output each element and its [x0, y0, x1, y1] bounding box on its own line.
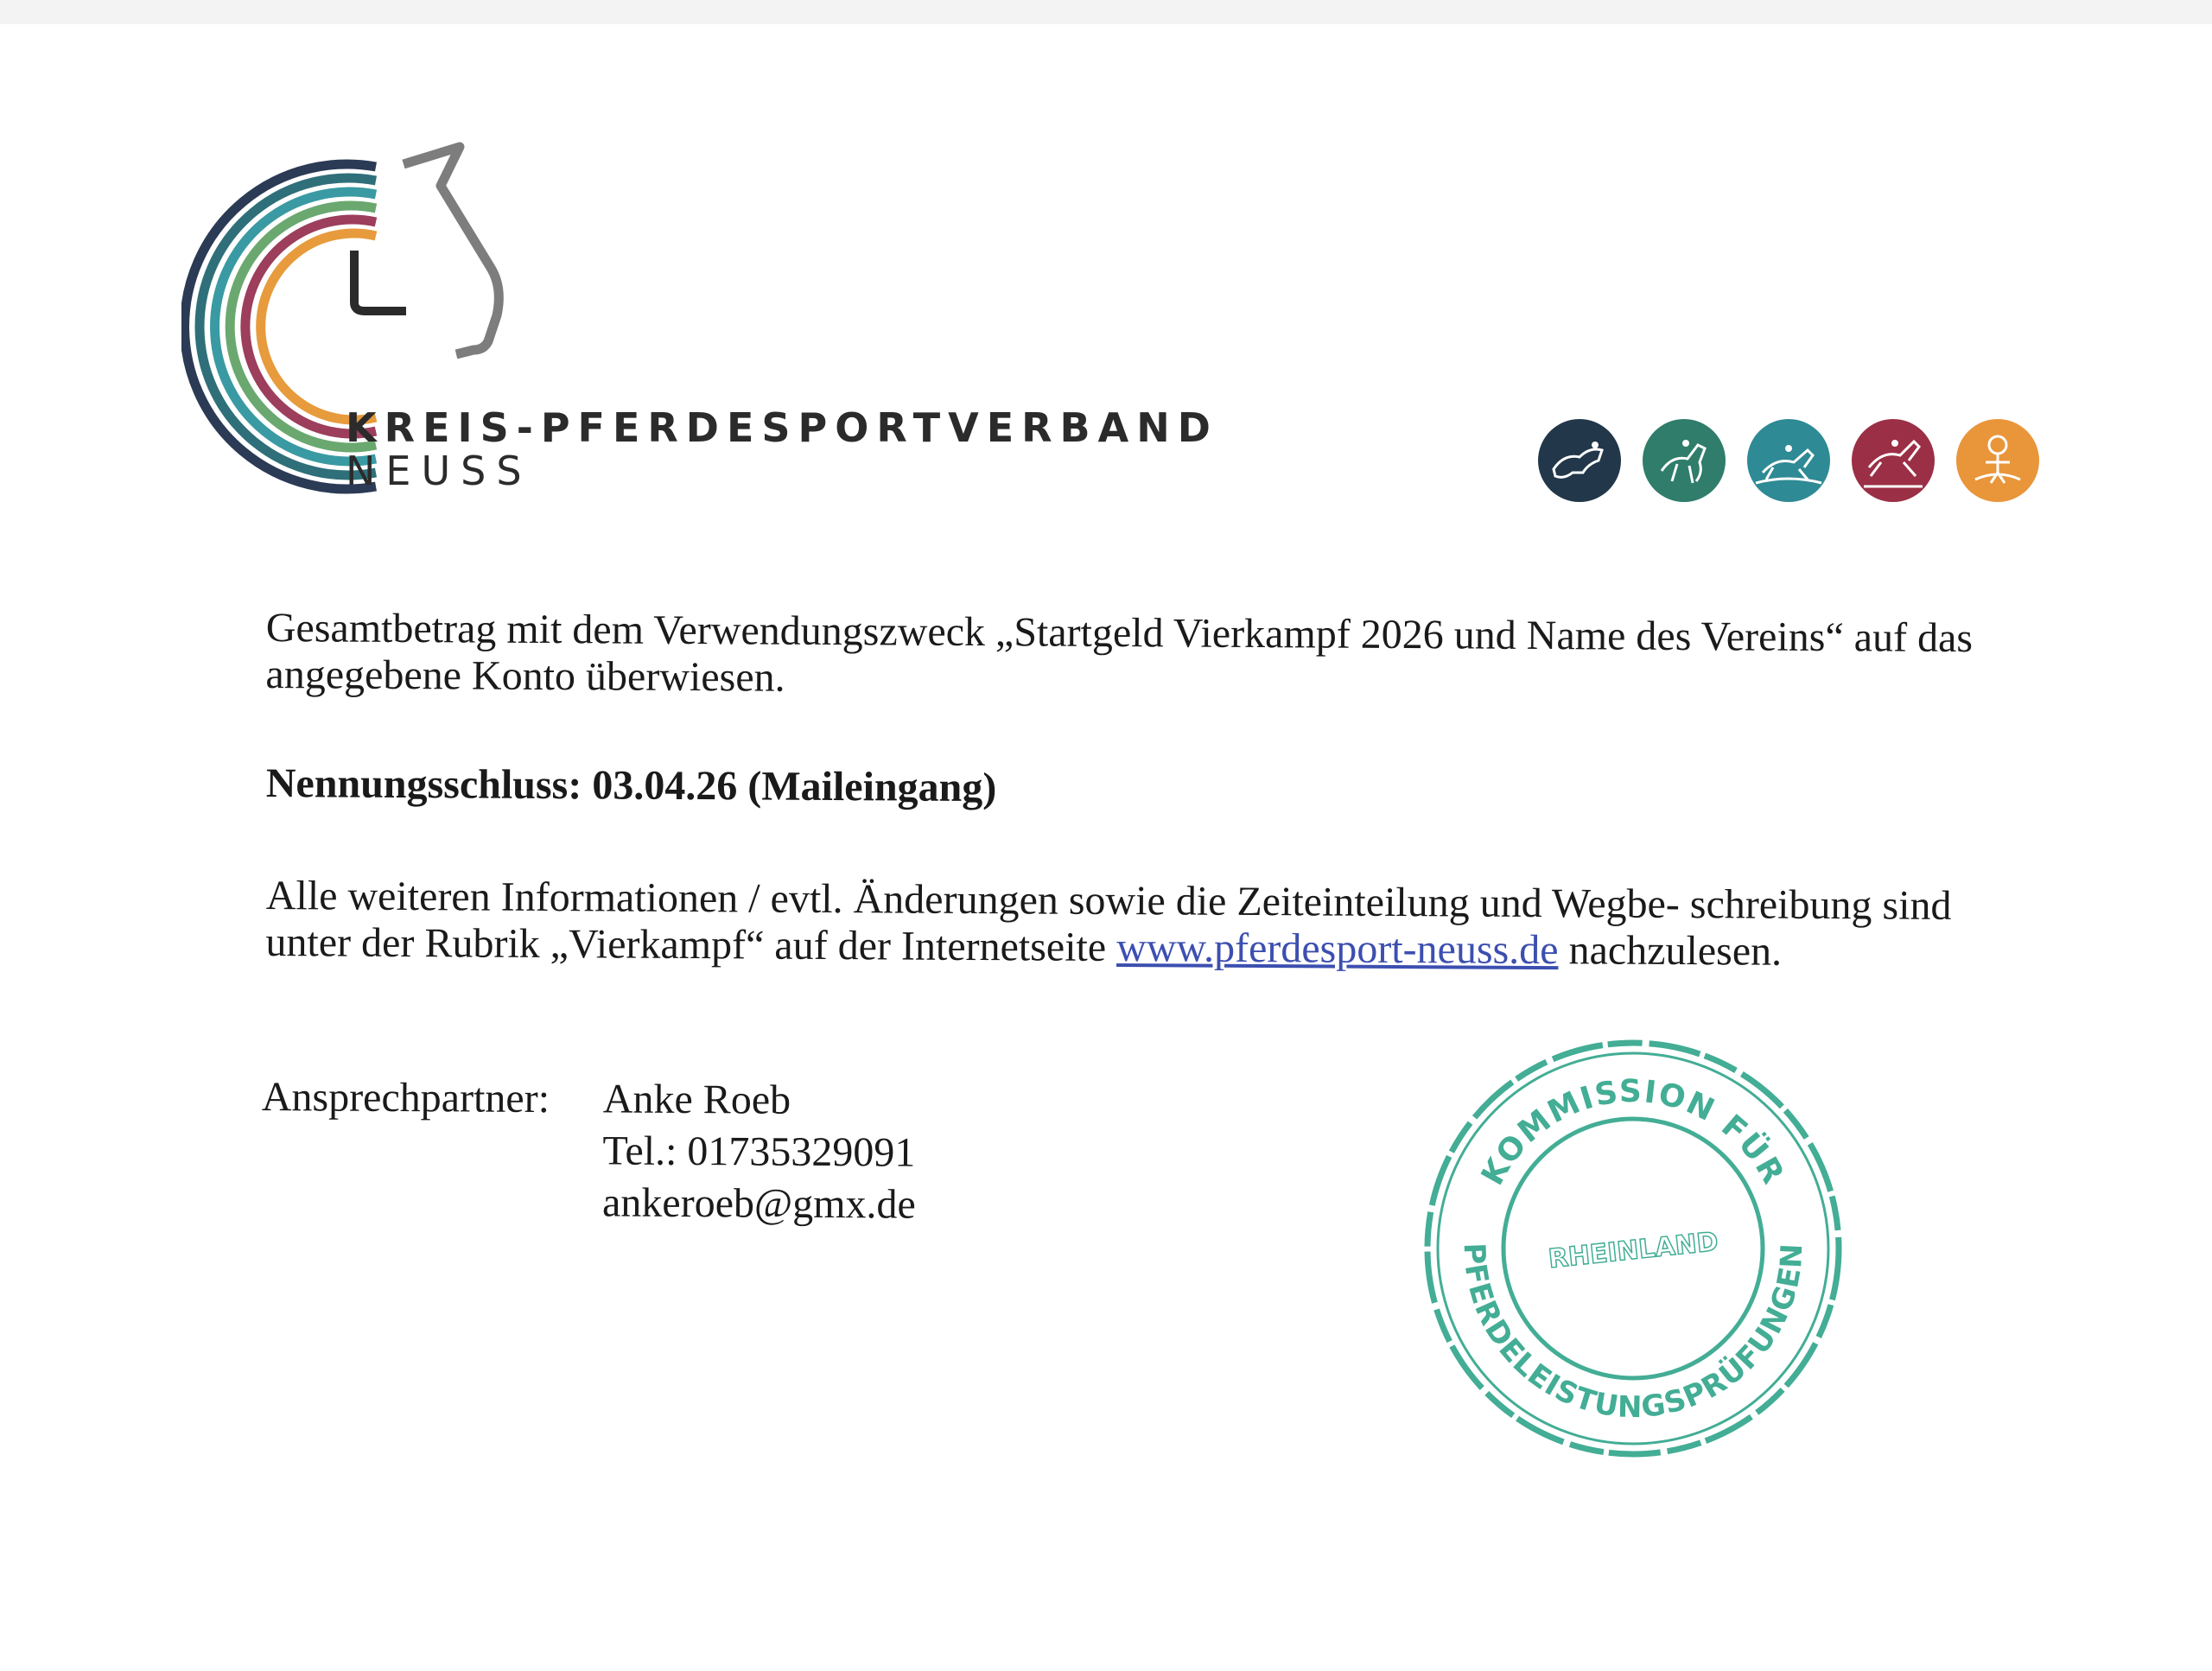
contact-name: Anke Roeb [602, 1076, 791, 1123]
top-strip [0, 0, 2212, 24]
stamp-center-text: RHEINLAND [1547, 1226, 1720, 1275]
jumping-icon [1852, 419, 1935, 502]
eventing-icon [1747, 419, 1830, 502]
svg-text:KOMMISSION FÜR [1475, 1074, 1791, 1191]
info-paragraph [265, 873, 1977, 976]
dressage-icon [1643, 419, 1726, 502]
org-name-line1: KREIS-PFERDESPORTVERBAND [346, 404, 1218, 451]
stamp-top-text: KOMMISSION FÜR [1474, 1073, 1792, 1191]
discipline-icons [1538, 419, 2039, 502]
contact-email[interactable]: ankeroeb@gmx.de [601, 1179, 916, 1228]
contact-values [602, 1073, 917, 1230]
stamp-bottom-text: PFERDELEISTUNGSPRÜFUNGEN [1456, 1242, 1810, 1426]
website-link[interactable]: www.pferdesport-neuss.de [1116, 924, 1559, 974]
info-text-end: nachzulesen. [1558, 927, 1783, 975]
vaulting-icon [1956, 419, 2039, 502]
svg-text:PFERDELEISTUNGSPRÜFUNGEN [1457, 1242, 1810, 1426]
contact-phone: Tel.: 01735329091 [602, 1128, 916, 1176]
payment-paragraph: Gesamtbetrag mit dem Verwendungszweck „Startgeld Vierkampf 2026 und Name des Vereins“ auf das angegebene Konto überwiesen. [265, 605, 1974, 701]
driving-icon [1538, 419, 1621, 502]
official-stamp [1417, 1032, 1849, 1465]
entry-deadline: Nennungsschluss: 03.04.26 (Maileingang) [265, 760, 997, 811]
org-name-line2: NEUSS [346, 448, 532, 494]
contact-label: Ansprechpartner: [261, 1074, 550, 1122]
info-text-start: Alle weiteren Informationen / evtl. Änderungen sowie die Zeiteinteilung und Wegbe- schreibung sind unter der Rubrik „Vierkampf“ auf der Internetseite [265, 873, 1952, 971]
